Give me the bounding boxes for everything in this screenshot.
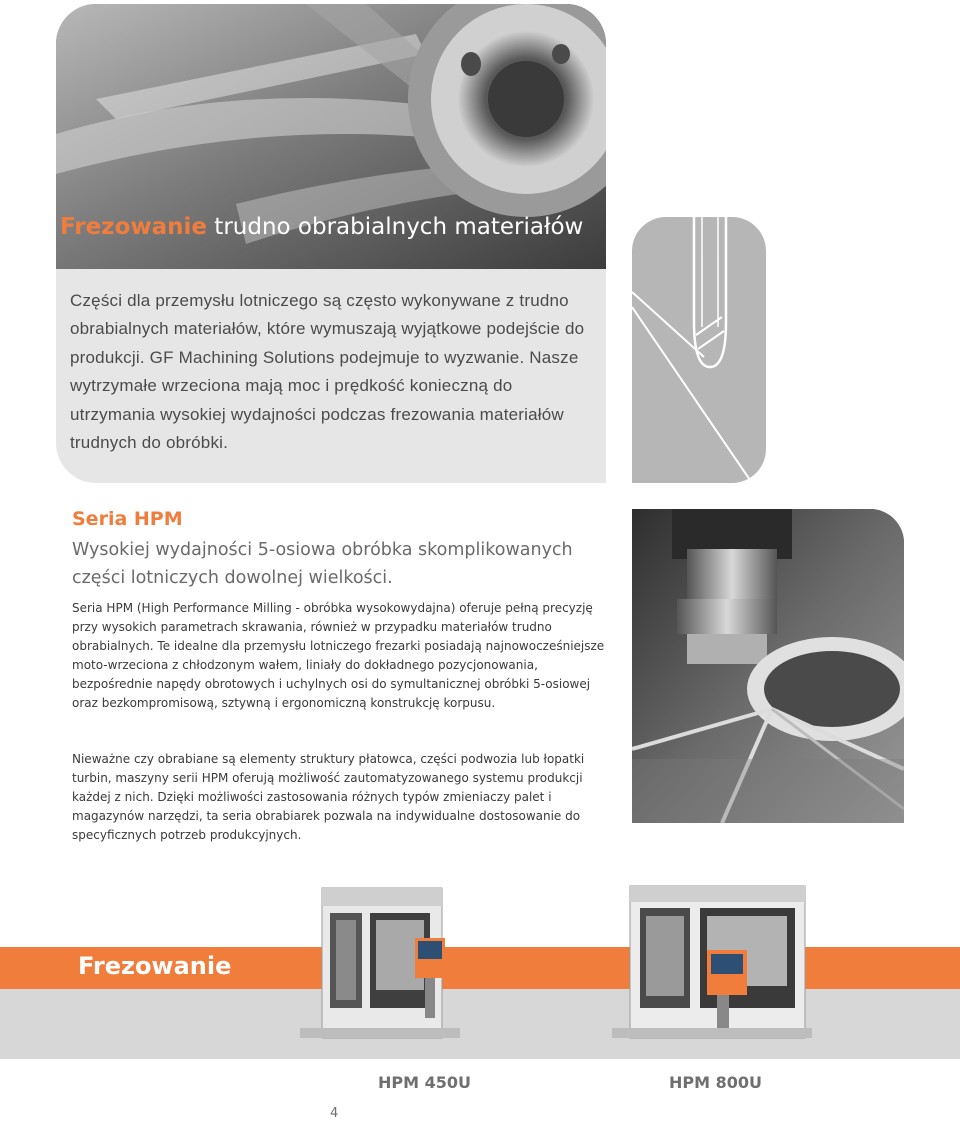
spindle-part-illustration — [632, 509, 904, 823]
milling-machine-icon — [612, 868, 812, 1043]
intro-panel — [56, 269, 606, 483]
hero-title — [60, 214, 583, 240]
hero-title-rest: trudno obrabialnych materiałów — [207, 214, 584, 240]
milling-machine-icon — [300, 868, 460, 1043]
intro-text: Części dla przemysłu lotniczego są często wykonywane z trudno obrabialnych materiałów, które wymuszają wyjątkowe podejście do produkcji. GF Machining Solutions podejmuje to wyzwanie. Nasze wytrzymałe wrzeciona mają moc i prędkość konieczną do utrzymania wysokiej wydajności podczas frezowania materiałów trudnych do obróbki. — [70, 291, 585, 453]
end-mill-icon — [632, 217, 766, 483]
body-paragraph-1: Seria HPM (High Performance Milling - obróbka wysokowydajna) oferuje pełną precyzję przy wysokich parametrach skrawania, również w przypadku materiałów trudno obrabialnych. Te idealne dla przemysłu lotniczego frezarki posiadają najnowocześniejsze moto-wrzeciona z chłodzonym wałem, liniały do dokładnego pozycjonowania, bezpośrednie napędy obrotowych i uchylnych osi do symultanicznej obróbki 5-osiowej oraz bezkompromisową, sztywną i ergonomiczną konstrukcję korpusu. — [72, 601, 605, 710]
series-subtitle: Wysokiej wydajności 5-osiowa obróbka skomplikowanych części lotniczych dowolnej wielkości. — [72, 540, 573, 588]
machine-caption-hpm800u: HPM 800U — [669, 1073, 762, 1092]
footer-grey-band — [0, 989, 960, 1059]
section-title: Frezowanie — [78, 952, 232, 980]
machine-caption-hpm450u: HPM 450U — [378, 1073, 471, 1092]
hero-photo — [56, 4, 606, 269]
hero-title-accent: Frezowanie — [60, 214, 207, 240]
tool-illustration — [632, 217, 766, 483]
body-paragraph-2: Nieważne czy obrabiane są elementy struktury płatowca, części podwozia lub łopatki turbin, maszyny serii HPM oferują możliwość zautomatyzowanego systemu produkcji każdej z nich. Dzięki możliwości zastosowania różnych typów zmieniaczy palet i magazynów narzędzi, ta seria obrabiarek pozwala na indywidualne dostosowanie do specyficznych potrzeb produkcyjnych. — [72, 752, 585, 842]
page-number: 4 — [330, 1106, 339, 1121]
spindle-photo — [632, 509, 904, 823]
series-title: Seria HPM — [72, 508, 183, 530]
